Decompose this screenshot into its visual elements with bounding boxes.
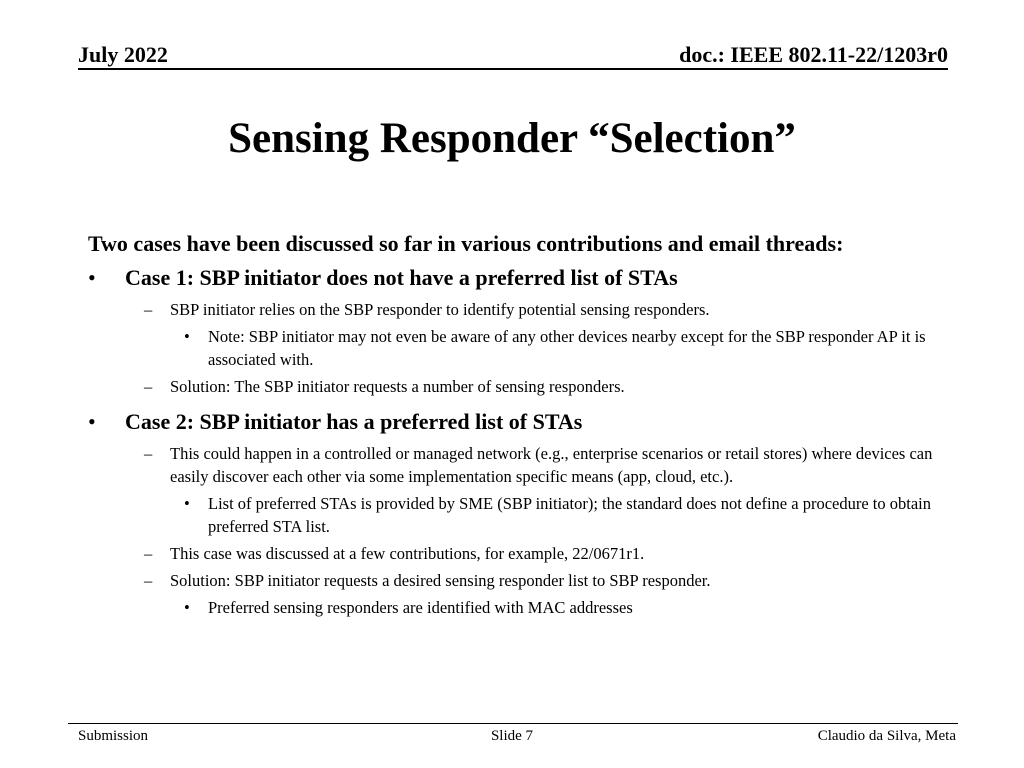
- case2-sub3-note-item: [88, 596, 944, 619]
- bullet-icon: •: [184, 598, 190, 617]
- case2-sub2-item: [88, 542, 944, 565]
- bullet-icon: •: [184, 327, 190, 346]
- header-date: July 2022: [78, 42, 168, 67]
- footer-submission: Submission: [78, 728, 149, 744]
- case2-sub1-note-item: [88, 492, 944, 538]
- case2-sub1: This could happen in a controlled or managed network (e.g., enterprise scenarios or retail stores) where devices can easily discover each other via some implementation specific means (app, cloud, etc.).: [170, 444, 933, 486]
- header-divider: [78, 68, 948, 70]
- bullet-icon: •: [184, 494, 190, 513]
- case2-heading: Case 2: SBP initiator has a preferred list of STAs: [125, 409, 583, 434]
- footer-divider: [68, 723, 958, 724]
- case1-sub2-item: [88, 375, 944, 398]
- footer-slide-number: Slide 7: [490, 728, 534, 744]
- case2-sub1-item: [88, 442, 944, 488]
- intro-text: Two cases have been discussed so far in various contributions and email threads:: [88, 231, 844, 256]
- footer-author: Claudio da Silva, Meta: [817, 728, 956, 744]
- case2-sub3: Solution: SBP initiator requests a desired sensing responder list to SBP responder.: [170, 571, 711, 590]
- dash-icon: –: [144, 377, 153, 396]
- case1-sub1-note-item: [88, 325, 944, 371]
- case1-sub1-item: [88, 298, 944, 321]
- case1-heading: Case 1: SBP initiator does not have a preferred list of STAs: [125, 265, 678, 290]
- case2-sub1-note: List of preferred STAs is provided by SME (SBP initiator); the standard does not define a procedure to obtain preferred STA list.: [208, 494, 931, 536]
- slide-body: [88, 228, 944, 619]
- bullet-icon: •: [88, 265, 96, 290]
- case2-sub3-note: Preferred sensing responders are identified with MAC addresses: [208, 598, 633, 617]
- dash-icon: –: [144, 571, 153, 590]
- slide-title: Sensing Responder “Selection”: [228, 115, 796, 162]
- case1-heading-item: [88, 262, 944, 294]
- case1-sub2: Solution: The SBP initiator requests a number of sensing responders.: [170, 377, 625, 396]
- case1-sub1: SBP initiator relies on the SBP responder to identify potential sensing responders.: [170, 300, 710, 319]
- header-doc-id: doc.: IEEE 802.11-22/1203r0: [679, 42, 948, 67]
- dash-icon: –: [144, 544, 153, 563]
- case2-sub3-item: [88, 569, 944, 592]
- dash-icon: –: [144, 444, 153, 463]
- case2-sub2: This case was discussed at a few contributions, for example, 22/0671r1.: [170, 544, 645, 563]
- dash-icon: –: [144, 300, 153, 319]
- case1-sub1-note: Note: SBP initiator may not even be aware of any other devices nearby except for the SBP responder AP it is associated with.: [208, 327, 926, 369]
- bullet-icon: •: [88, 409, 96, 434]
- case2-heading-item: [88, 406, 944, 438]
